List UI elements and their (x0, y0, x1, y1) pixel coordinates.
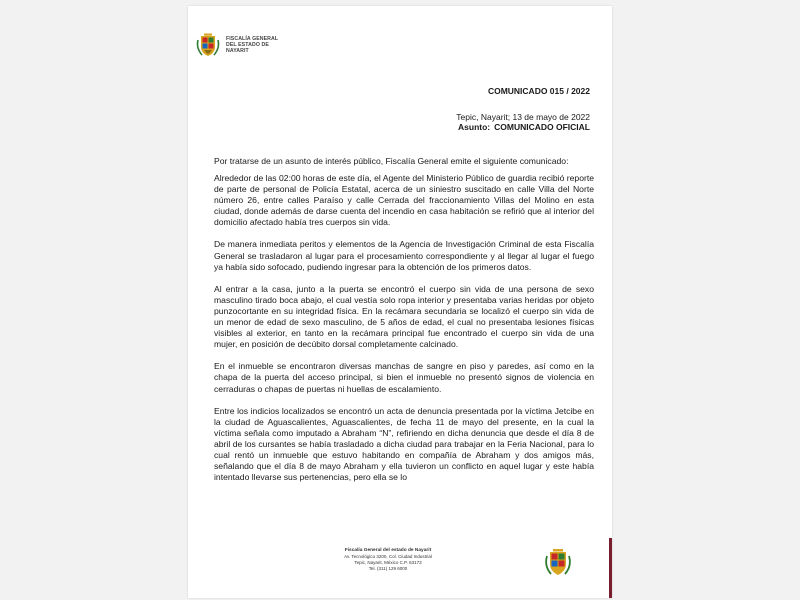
place-date: Tepic, Nayarit; 13 de mayo de 2022 (456, 112, 590, 122)
subject-value: COMUNICADO OFICIAL (494, 122, 590, 132)
agency-name (226, 36, 278, 54)
footer-address-1: Av. Tecnológico 3200, Col. Ciudad Industrial (344, 554, 432, 559)
nayarit-coat-of-arms-icon (543, 547, 573, 577)
body-paragraph: Alrededor de las 02:00 horas de este día, el Agente del Ministerio Público de guardia recibió reporte de parte de personal de Policía Estatal, acerca de un siniestro suscitado en calle Villa del Norte número 26, entre calles Paraíso y calle Cerrada del fraccionamiento Villas del Molino en esta ciudad, donde además de darse cuenta del incendio en casa habitación se refirió que al interior del domicilio afectado había tres cuerpos sin vida. (214, 173, 594, 228)
agency-name-line-3: NAYARIT (226, 48, 249, 54)
decorative-stripe (609, 538, 612, 598)
footer-contact (338, 548, 438, 572)
body-paragraph: Al entrar a la casa, junto a la puerta se encontró el cuerpo sin vida de una persona de sexo masculino tirado boca abajo, el cual vestía solo ropa interior y presentaba varias heridas por objeto punzocortante en su integridad física. En la recámara secundaria se localizó el cuerpo sin vida de un menor de edad de sexo masculino, de 5 años de edad, el cual no presentaba lesiones físicas visibles al exterior, en tanto en la recámara principal fue encontrado el cuerpo sin vida de una mujer, en posición de decúbito dorsal completamente calcinado. (214, 283, 594, 350)
agency-name-line-2: DEL ESTADO DE (226, 42, 269, 48)
body-paragraph: De manera inmediata peritos y elementos de la Agencia de Investigación Criminal de esta Fiscalía General se trasladaron al lugar para el procesamiento correspondiente y al llegar al lugar el fuego ya había sido sofocado, pudiendo ingresar para la obtención de los primeros datos. (214, 239, 594, 272)
intro-paragraph: Por tratarse de un asunto de interés público, Fiscalía General emite el siguiente comunicado: (214, 156, 569, 166)
body-paragraph: En el inmueble se encontraron diversas manchas de sangre en piso y paredes, así como en la chapa de la puerta del acceso principal, si bien el inmueble no presentó signos de violencia en cerraduras o chapas de puertas ni huellas de escalamiento. (214, 361, 594, 394)
fiscalia-shield-icon (195, 32, 221, 58)
footer-address-2: Tepic, Nayarit, México C.P. 63173 (354, 560, 422, 565)
comunicado-number: COMUNICADO 015 / 2022 (487, 86, 590, 96)
body-text (214, 173, 594, 494)
footer-phone: Tel. (311) 129 6000 (368, 566, 408, 571)
body-paragraph: Entre los indicios localizados se encontró un acta de denuncia presentada por la víctima Jetcibe en la ciudad de Aguascalientes, Aguascalientes, de fecha 11 de mayo del presente, en la cual la víctima señala como imputado a Abraham “N”, refiriendo en dicha denuncia que desde el día 8 de abril de los cursantes se había trasladado a dicha ciudad para trabajar en la Feria Nacional, para lo cual rentó un inmueble que estuvo habitando en compañía de Abraham y dos amigos más, señalando que el día 8 de mayo Abraham y ella tuvieron un conflicto en aquel lugar y este había intentado llevarse sus pertenencias, pero ella se lo (214, 405, 594, 483)
agency-name-line-1: FISCALÍA GENERAL (226, 36, 279, 42)
document-page (188, 6, 612, 598)
subject-line (458, 122, 590, 132)
footer-agency-name: Fiscalía General del estado de Nayarit (344, 548, 432, 553)
subject-label: Asunto: (458, 122, 491, 132)
